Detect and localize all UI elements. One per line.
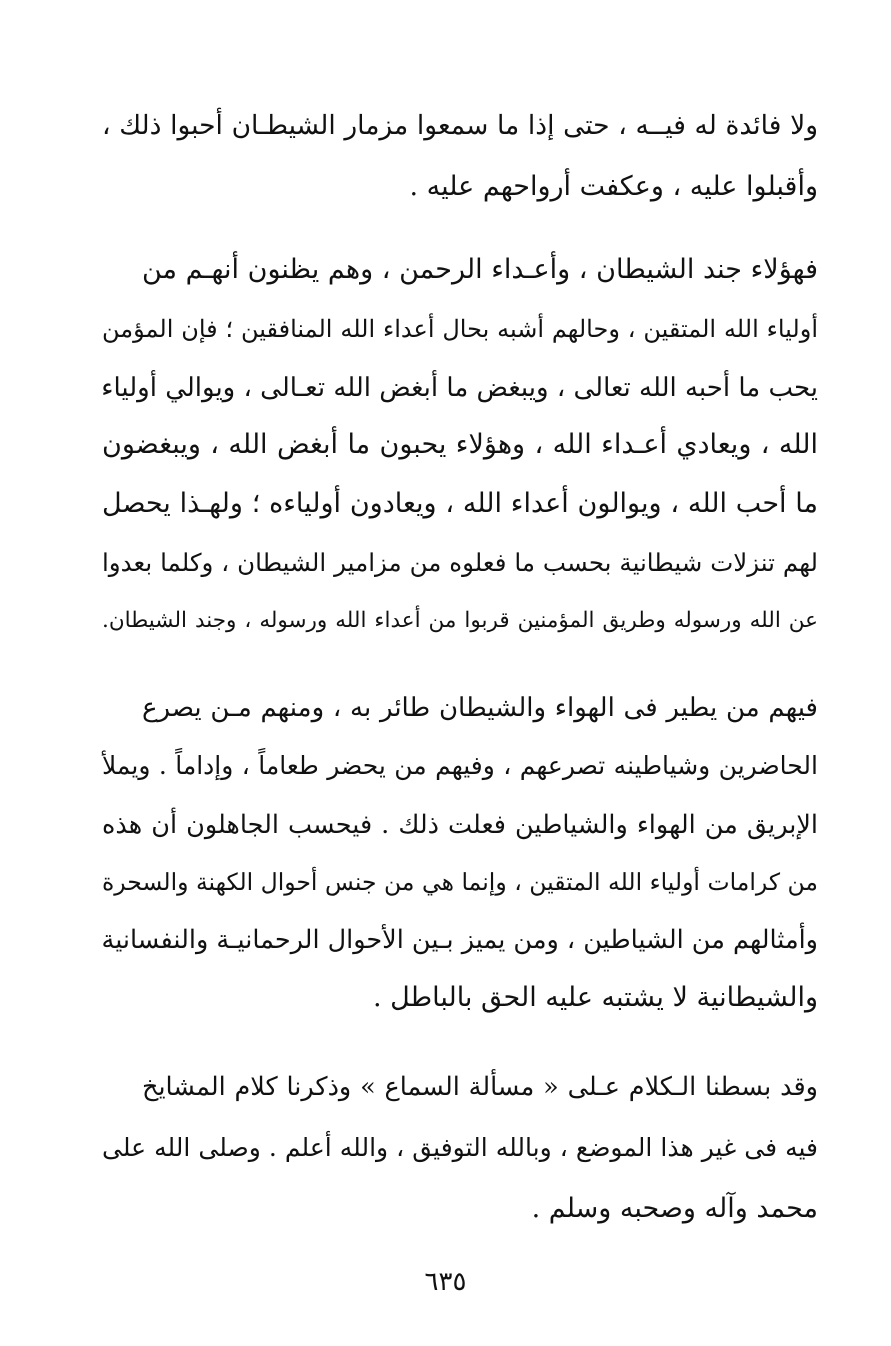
text-line: محمد وآله وصحبه وسلم .: [531, 1193, 818, 1224]
text-line: عن الله ورسوله وطريق المؤمنين قربوا من أعداء الله ورسوله ، وجند الشيطان.: [102, 608, 818, 633]
text-line: لهم تنزلات شيطانية بحسب ما فعلوه من مزامير الشيطان ، وكلما بعدوا: [102, 548, 818, 577]
text-line: وأقبلوا عليه ، وعكفت أرواحهم عليه .: [409, 171, 818, 202]
text-line: من كرامات أولياء الله المتقين ، وإنما هي من جنس أحوال الكهنة والسحرة: [102, 868, 818, 896]
page-number: ٦٣٥: [424, 1267, 467, 1297]
text-line: ولا فائدة له فيــه ، حتى إذا ما سمعوا مزمار الشيطـان أحبوا ذلك ،: [102, 110, 818, 141]
text-line: فهؤلاء جند الشيطان ، وأعـداء الرحمن ، وهم يظنون أنهـم من: [142, 254, 818, 285]
text-line: وقد بسطنا الـكلام عـلى « مسألة السماع » وذكرنا كلام المشايخ: [142, 1072, 818, 1102]
text-line: الله ، ويعادي أعـداء الله ، وهؤلاء يحبون ما أبغض الله ، ويبغضون: [102, 429, 818, 460]
text-line: والشيطانية لا يشتبه عليه الحق بالباطل .: [373, 982, 818, 1013]
text-line: الإبريق من الهواء والشياطين فعلت ذلك . فيحسب الجاهلون أن هذه: [102, 810, 818, 840]
text-line: يحب ما أحبه الله تعالى ، ويبغض ما أبغض الله تعـالى ، ويوالي أولياء: [101, 373, 818, 403]
text-line: فيهم من يطير فى الهواء والشيطان طائر به ، ومنهم مـن يصرع: [142, 693, 818, 723]
text-line: فيه فى غير هذا الموضع ، وبالله التوفيق ، والله أعلم . وصلى الله على: [102, 1133, 818, 1162]
text-line: الحاضرين وشياطينه تصرعهم ، وفيهم من يحضر طعاماً ، وإداماً . ويملأ: [102, 751, 818, 780]
text-line: ما أحب الله ، ويوالون أعداء الله ، ويعادون أولياءه ؛ ولهـذا يحصل: [102, 488, 818, 519]
text-line: أولياء الله المتقين ، وحالهم أشبه بحال أعداء الله المنافقين ؛ فإن المؤمن: [102, 315, 818, 343]
text-line: وأمثالهم من الشياطين ، ومن يميز بـين الأحوال الرحمانيـة والنفسانية: [101, 925, 818, 955]
